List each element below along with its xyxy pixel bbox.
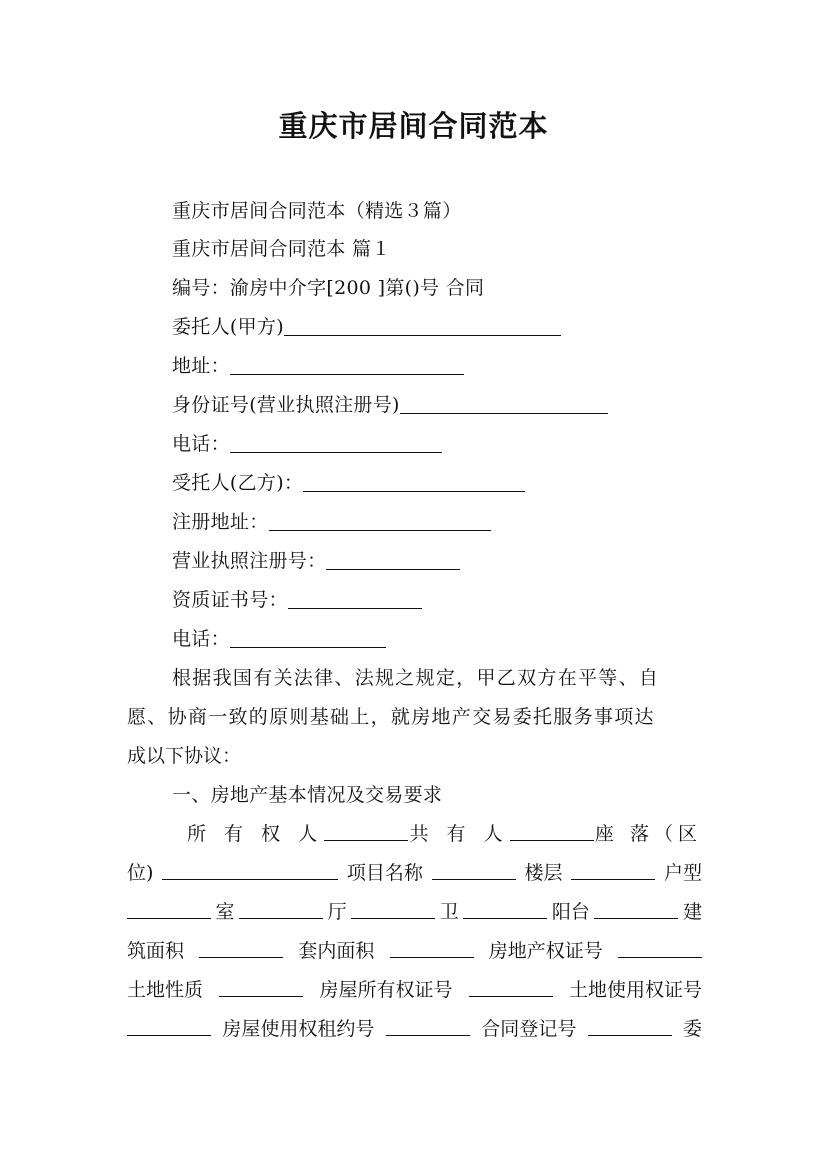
phone-label-2: 电话： [172,628,230,650]
trustee-line [172,471,525,495]
cert-blank [288,590,422,609]
inner-area-label: 套内面积 [298,940,375,962]
license-blank [326,551,460,570]
form-row-4 [127,939,702,963]
document-title: 重庆市居间合同范本 [278,109,549,143]
license-line [172,549,460,573]
land-nature-blank [219,978,303,997]
house-cert-blank [469,978,553,997]
bath-label: 卫 [439,901,459,923]
unit-type-label: 户型 [663,862,702,884]
co-owner-label: 共 有 人 [409,823,509,845]
room-blank [239,900,323,919]
intro-line-3: 成以下协议： [127,745,242,767]
doc-part-heading: 重庆市居间合同范本 篇１ [172,238,391,260]
room-label: 室 [215,901,235,923]
address-line [172,354,464,378]
hall-blank [351,900,435,919]
floor-label: 楼层 [524,862,563,884]
reg-address-line [172,510,491,534]
phone-blank-1 [230,434,442,453]
client-blank [284,317,561,336]
form-row-5 [127,978,702,1002]
contract-reg-label: 合同登记号 [481,1018,577,1040]
location-label-b: 位) [127,862,154,884]
address-label: 地址： [172,355,230,377]
project-label: 项目名称 [346,862,423,884]
reg-address-blank [269,512,491,531]
trailing-char: 委 [682,1018,702,1040]
form-row-2 [127,861,702,885]
property-cert-blank [618,939,702,958]
form-row-3 [127,900,702,924]
license-label: 营业执照注册号： [172,550,327,572]
balcony-blank [594,900,678,919]
contract-number-line: 编号：渝房中介字[200 ]第()号 合同 [172,277,485,299]
client-line [172,315,561,339]
reg-address-label: 注册地址： [172,511,269,533]
cert-label: 资质证书号： [172,589,288,611]
owner-label: 所 有 权 人 [187,823,324,845]
phone-blank-2 [230,629,386,648]
form-row-1 [187,822,702,846]
trustee-blank [303,473,525,492]
contract-reg-blank [588,1017,672,1036]
hall-label: 厅 [327,901,347,923]
balcony-label: 阳台 [551,901,590,923]
id-number-line [172,393,608,417]
location-label-a: 座 落（区 [594,823,702,845]
phone-line-2 [172,627,386,651]
address-blank [230,356,464,375]
section-heading-1: 一、房地产基本情况及交易要求 [172,784,443,806]
trustee-label: 受托人(乙方)： [172,472,304,494]
id-number-label: 身份证号(营业执照注册号) [172,394,400,416]
property-cert-label: 房地产权证号 [488,940,603,962]
co-owner-blank [510,822,594,841]
land-cert-blank [127,1017,211,1036]
owner-blank [324,822,408,841]
land-cert-label: 土地使用权证号 [568,979,702,1001]
house-cert-label: 房屋所有权证号 [319,979,453,1001]
unit-type-blank [127,900,211,919]
id-number-blank [400,395,608,414]
doc-subtitle: 重庆市居间合同范本（精选３篇） [172,200,462,222]
land-nature-label: 土地性质 [127,979,204,1001]
location-blank [162,861,338,880]
lease-no-label: 房屋使用权租约号 [222,1018,375,1040]
build-area-blank [199,939,283,958]
cert-line [172,588,422,612]
client-label: 委托人(甲方) [172,316,284,338]
build-area-label-a: 建 [682,901,702,923]
bath-blank [463,900,547,919]
floor-blank [571,861,655,880]
intro-line-2: 愿、协商一致的原则基础上，就房地产交易委托服务事项达 [127,706,655,728]
intro-line-1: 根据我国有关法律、法规之规定，甲乙双方在平等、自 [172,667,660,689]
phone-line-1 [172,432,442,456]
lease-no-blank [386,1017,470,1036]
phone-label-1: 电话： [172,433,230,455]
inner-area-blank [390,939,474,958]
build-area-label-b: 筑面积 [127,940,185,962]
project-blank [432,861,516,880]
form-row-6 [127,1017,702,1041]
